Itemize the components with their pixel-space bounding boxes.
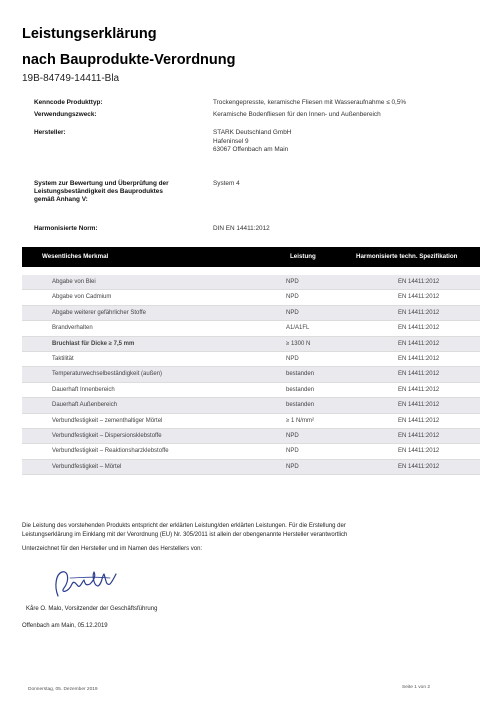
hersteller-line: 63067 Offenbach am Main <box>213 146 289 153</box>
hersteller-line: STARK Deutschland GmbH <box>213 129 292 136</box>
declaration-paragraph: Die Leistung des vorstehenden Produkts entspricht der erklärten Leistung/den erklärten Leistungen. Für die Erstellung der Leistungserklärung im Einklang mit der Verordnung (EU) Nr. 305/2011 ist allein der obengenannte Hersteller verantwortlich <box>22 523 348 538</box>
table-row: Abgabe von Cadmium NPD EN 14411:2012 <box>22 290 480 305</box>
signer-name: Kåre O. Malo, Vorsitzender der Geschäftsführung <box>26 606 158 612</box>
table-row: Abgabe von Blei NPD EN 14411:2012 <box>22 275 480 290</box>
table-row: Brandverhalten A1/A1FL EN 14411:2012 <box>22 321 480 336</box>
header-merkmal: Wesentliches Merkmal <box>42 253 109 260</box>
signer-intro: Unterzeichnet für den Hersteller und im Namen des Herstellers von: <box>22 546 203 552</box>
table-row: Verbundfestigkeit – Mörtel NPD EN 14411:2012 <box>22 460 480 475</box>
page-title-line2: nach Bauprodukte-Verordnung <box>22 52 236 68</box>
norm-value: DIN EN 14411:2012 <box>213 225 270 232</box>
footer-date: Donnerstag, 05. Dezember 2019 <box>28 687 98 692</box>
performance-table <box>22 275 480 475</box>
header-leistung: Leistung <box>290 253 316 260</box>
document-number: 19B-84749-14411-Bla <box>22 73 120 84</box>
table-row: Verbundfestigkeit – Reaktionsharzklebstoffe NPD EN 14411:2012 <box>22 444 480 459</box>
table-header <box>22 247 480 267</box>
system-label: System zur Bewertung und Überprüfung der Leistungsbeständigkeit des Bauproduktes gemäß Anhang V: <box>34 180 169 203</box>
page-title-line1: Leistungserklärung <box>22 26 157 42</box>
table-row: Verbundfestigkeit – Dispersionsklebstoffe NPD EN 14411:2012 <box>22 429 480 444</box>
table-row: Temperaturwechselbeständigkeit (außen) bestanden EN 14411:2012 <box>22 367 480 382</box>
kenncode-label: Kenncode Produkttyp: <box>34 99 103 106</box>
signature-image <box>50 566 122 600</box>
table-row: Abgabe weiterer gefährlicher Stoffe NPD EN 14411:2012 <box>22 306 480 321</box>
table-row: Bruchlast für Dicke ≥ 7,5 mm ≥ 1300 N EN 14411:2012 <box>22 337 480 352</box>
table-row: Dauerhaft Innenbereich bestanden EN 14411:2012 <box>22 383 480 398</box>
hersteller-line: Hafeninsel 9 <box>213 137 249 145</box>
hersteller-value <box>213 129 291 155</box>
table-row: Verbundfestigkeit – zementhaltiger Mörtel ≥ 1 N/mm² EN 14411:2012 <box>22 414 480 429</box>
table-row: Taktilität NPD EN 14411:2012 <box>22 352 480 367</box>
system-value: System 4 <box>213 180 240 187</box>
kenncode-value: Trockengepresste, keramische Fliesen mit Wasseraufnahme ≤ 0,5% <box>213 99 407 106</box>
norm-label: Harmonisierte Norm: <box>34 225 98 232</box>
zweck-value: Keramische Bodenfliesen für den Innen- und Außenbereich <box>213 111 381 118</box>
footer-page-number: Seite 1 von 2 <box>402 685 431 690</box>
zweck-label: Verwendungszweck: <box>34 111 97 118</box>
place-date: Offenbach am Main, 05.12.2019 <box>22 623 108 629</box>
hersteller-label: Hersteller: <box>34 129 66 136</box>
table-row: Dauerhaft Außenbereich bestanden EN 14411:2012 <box>22 398 480 413</box>
header-spezifikation: Harmonisierte techn. Spezifikation <box>356 253 458 260</box>
